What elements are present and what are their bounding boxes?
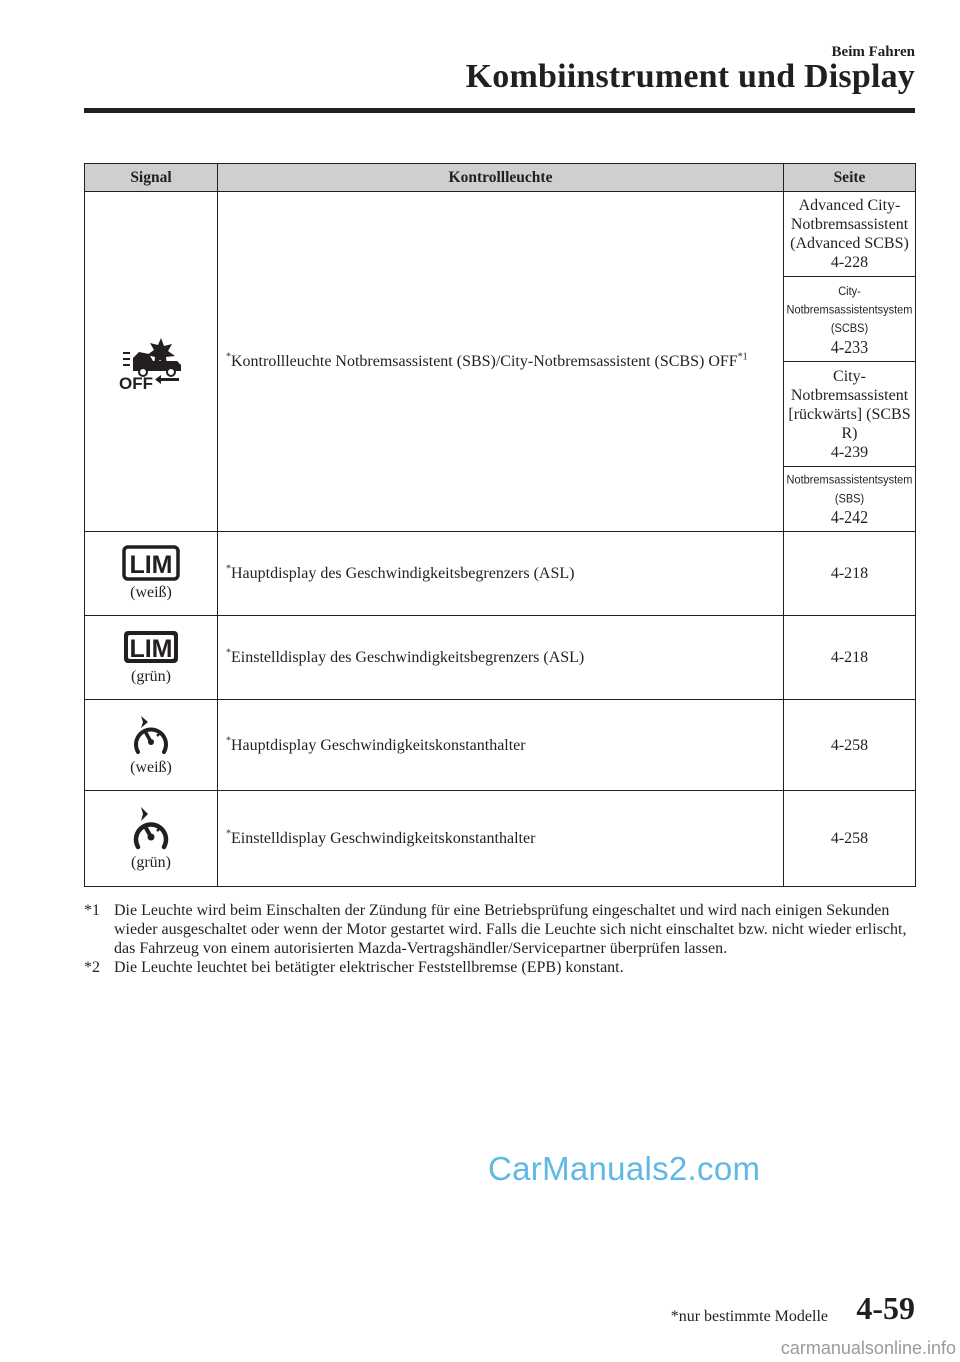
table-row: [85, 616, 916, 700]
lim-icon: [122, 629, 180, 665]
table-row: [85, 791, 916, 887]
page-number: 4-59: [856, 1290, 915, 1326]
description-text: Einstelldisplay des Geschwindigkeitsbegrenzers (ASL): [231, 649, 585, 666]
page-cell: [784, 463, 916, 535]
page-cell: [784, 700, 916, 791]
footnotes: [84, 901, 916, 977]
signal-cell: [85, 791, 218, 887]
color-label: (grün): [131, 854, 171, 871]
signal-cell: [85, 700, 218, 791]
signal-cell: [85, 532, 218, 616]
sbs-off-icon: [115, 334, 187, 390]
site-mark: carmanualsonline.info: [780, 1338, 956, 1358]
off-label: OFF: [119, 373, 153, 390]
indicator-table: [84, 163, 916, 887]
page-cell: [784, 532, 916, 616]
description-text: Einstelldisplay Geschwindigkeitskonstanthalter: [231, 830, 536, 847]
page-number: 4-258: [830, 736, 869, 754]
page-number: 4-239: [830, 443, 869, 461]
footnote: [84, 901, 916, 958]
page-cell: [784, 272, 916, 366]
page-cell: [784, 791, 916, 887]
footnote-text: Die Leuchte leuchtet bei betätigter elektrischer Feststellbremse (EPB) konstant.: [114, 959, 624, 976]
page-cell: [784, 192, 916, 277]
page-number: 4-218: [830, 649, 869, 666]
page-label: City-Notbremsassistentsystem (SCBS): [786, 283, 913, 335]
column-header-page: Seite: [784, 164, 916, 192]
model-note: *nur bestimmte Modelle: [670, 1308, 828, 1325]
color-label: (grün): [131, 668, 171, 685]
description-cell: [218, 700, 784, 791]
footnote-mark: *1: [84, 902, 100, 919]
page-label: Notbremsassistentsystem (SBS): [786, 473, 913, 506]
model-asterisk: *: [226, 351, 231, 363]
header-rule: [84, 108, 915, 113]
table-row: [85, 532, 916, 616]
table-row: [85, 192, 916, 277]
signal-cell: [85, 616, 218, 700]
description-text: Kontrollleuchte Notbremsassistent (SBS)/City-Notbremsassistent (SCBS) OFF: [231, 353, 738, 370]
model-asterisk: *: [226, 828, 231, 840]
footnote-ref: *1: [737, 351, 748, 363]
page-number: 4-218: [830, 565, 869, 582]
lim-icon: [122, 545, 180, 581]
table-header-row: [85, 164, 916, 192]
footnote: [84, 958, 916, 977]
lim-text: LIM: [129, 635, 173, 663]
column-header-signal: Signal: [85, 164, 218, 192]
color-label: (weiß): [130, 758, 172, 776]
cruise-control-icon: [129, 714, 173, 756]
page-number: 4-233: [830, 337, 869, 357]
cruise-control-icon: [129, 805, 173, 851]
page-number: 4-242: [830, 508, 869, 528]
description-cell: [218, 791, 784, 887]
page-number: 4-228: [830, 254, 869, 271]
description-cell: [218, 616, 784, 700]
description-text: Hauptdisplay Geschwindigkeitskonstanthalter: [231, 736, 526, 754]
page-number: 4-258: [830, 830, 869, 847]
description-cell: [218, 532, 784, 616]
column-header-indicator: Kontrollleuchte: [218, 164, 784, 192]
footnote-text: Die Leuchte wird beim Einschalten der Zündung für eine Betriebsprüfung eingeschaltet und wird nach einigen Sekunden wieder ausgeschaltet oder wenn der Motor gestartet wird. Falls die Leuchte sich nicht einschaltet bzw. nicht wieder erlischt, das Fahrzeug von einem autorisierten Mazda-Vertragshändler/Servicepartner überprüfen lassen.: [114, 902, 907, 957]
model-asterisk: *: [226, 735, 231, 747]
page-label: City-Notbremsassistent [rückwärts] (SCBS R): [788, 367, 911, 442]
page-cell: [784, 362, 916, 467]
signal-cell: [85, 192, 218, 532]
description-text: Hauptdisplay des Geschwindigkeitsbegrenzers (ASL): [231, 565, 575, 582]
footnote-mark: *2: [84, 959, 100, 976]
model-asterisk: *: [226, 563, 231, 575]
model-asterisk: *: [226, 647, 231, 659]
watermark: CarManuals2.com: [488, 1150, 761, 1187]
color-label: (weiß): [130, 584, 172, 601]
table-row: [85, 700, 916, 791]
description-cell: [218, 192, 784, 532]
page-cell: [784, 616, 916, 700]
page-title: Kombiinstrument und Display: [465, 58, 915, 95]
lim-text: LIM: [129, 551, 173, 579]
page-label: Advanced City-Notbremsassistent (Advanced SCBS): [790, 197, 909, 252]
section-name: Beim Fahren: [831, 44, 915, 60]
